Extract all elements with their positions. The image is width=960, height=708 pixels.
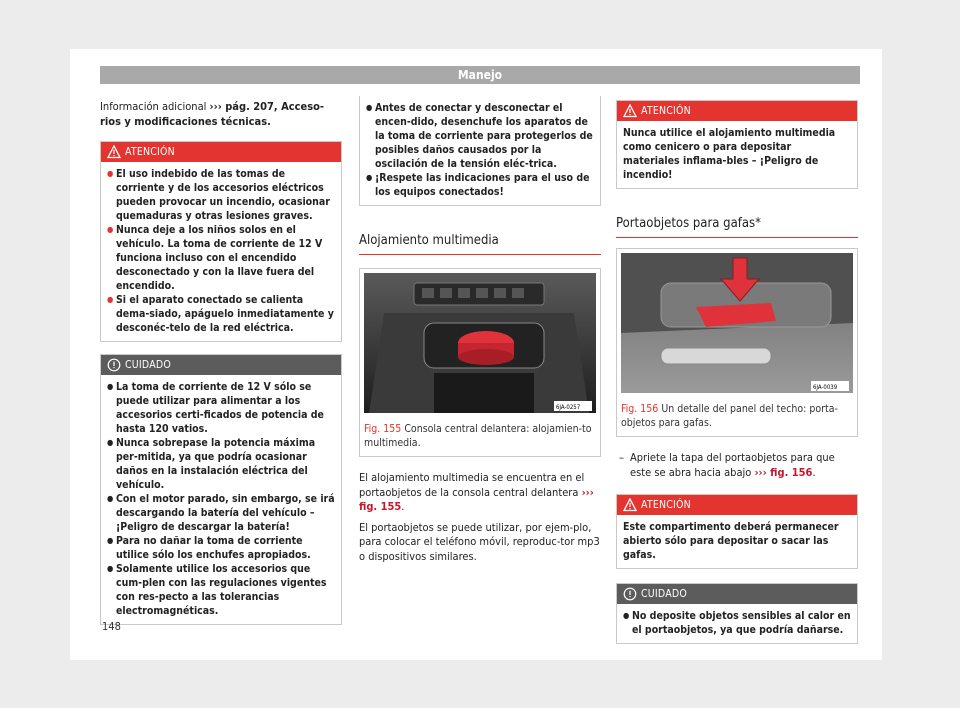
- body-paragraph: El portaobjetos se puede utilizar, por ejem-plo, para colocar el teléfono móvil, reproduc-tor mp3 o dispositivos similares.: [359, 520, 600, 563]
- column-2: [359, 100, 601, 564]
- step-end: .: [812, 465, 816, 479]
- caution-item: ● Con el motor parado, sin embargo, se irá descargando la batería del vehículo – ¡Peligro de descargar la batería!: [107, 492, 335, 534]
- fig-156-link[interactable]: ››› fig. 156: [754, 465, 813, 479]
- caution-item: ● No deposite objetos sensibles al calor en el portaobjetos, ya que podría dañarse.: [623, 609, 851, 637]
- warning-continuation-body: [360, 96, 600, 205]
- caution-header: [101, 355, 341, 375]
- caution-title: CUIDADO: [125, 359, 171, 371]
- page-number: 148: [102, 620, 121, 633]
- caution-item: ● Para no dañar la toma de corriente utilice sólo los enchufes apropiados.: [107, 534, 335, 562]
- figure-caption-text: Un detalle del panel del techo: porta-objetos para gafas.: [621, 403, 838, 429]
- caution-item: ● Solamente utilice los accesorios que cum-plen con las regulaciones vigentes con res-pecto a las tolerancias electromagnéticas.: [107, 562, 335, 618]
- figure-156-code: 6JA-0039: [813, 383, 838, 391]
- page-header: Manejo: [100, 66, 860, 84]
- step-text: Apriete la tapa del portaobjetos para que este se abra hacia abajo: [630, 451, 835, 479]
- caution-title: CUIDADO: [641, 588, 687, 600]
- warning-continuation-box: [359, 96, 601, 206]
- section-title: Portaobjetos para gafas*: [616, 217, 858, 238]
- warning-header: [617, 495, 857, 515]
- figure-number: Fig. 155: [364, 423, 402, 435]
- caution-box: [100, 354, 342, 625]
- warning-item: ● El uso indebido de las tomas de corriente y de los accesorios eléctricos pueden provocar un incendio, ocasionar quemaduras y otras lesiones graves.: [107, 167, 335, 223]
- figure-156-image: [621, 253, 853, 393]
- caution-body: [617, 604, 857, 643]
- warning-title: ATENCIÓN: [125, 146, 175, 158]
- figure-156: [616, 248, 858, 438]
- warning-header: [101, 142, 341, 162]
- warning-item: ● Si el aparato conectado se calienta dema-siado, apáguelo inmediatamente y desconéc-telo de la red eléctrica.: [107, 293, 335, 335]
- intro-label: Información adicional: [100, 100, 207, 113]
- warning-box: [616, 100, 858, 189]
- info-circle-icon: [623, 587, 637, 601]
- caution-box: [616, 583, 858, 644]
- body-paragraph: [359, 471, 601, 515]
- warning-title: ATENCIÓN: [641, 499, 691, 511]
- section-title: Alojamiento multimedia: [359, 234, 601, 255]
- fig-155-link[interactable]: ››› fig. 155: [359, 485, 594, 513]
- intro-ref-link[interactable]: ››› pág. 207, Acceso-rios y modificaciones técnicas.: [100, 100, 325, 128]
- warning-triangle-icon: [623, 498, 637, 512]
- warning-body: Este compartimento deberá permanecer abierto sólo para depositar o sacar las gafas.: [623, 521, 839, 561]
- figure-155: [359, 268, 601, 458]
- caution-header: [617, 584, 857, 604]
- figure-155-image: [364, 273, 596, 413]
- warning-body: Nunca utilice el alojamiento multimedia como cenicero o para depositar materiales inflama-bles – ¡Peligro de incendio!: [623, 127, 836, 181]
- figure-155-code: 6JA-0257: [556, 403, 581, 411]
- warning-triangle-icon: [623, 104, 637, 118]
- figure-number: Fig. 156: [621, 403, 659, 415]
- paragraph-end: .: [401, 500, 405, 513]
- instruction-step: [616, 451, 858, 480]
- column-1: [100, 100, 342, 625]
- paragraph-text: El alojamiento multimedia se encuentra en el portaobjetos de la consola central delantera: [359, 471, 585, 499]
- warning-title: ATENCIÓN: [641, 105, 691, 117]
- warning-box: [616, 494, 858, 569]
- figure-caption-text: Consola central delantera: alojamien-to multimedia.: [364, 423, 592, 449]
- figure-155-caption: [364, 423, 596, 450]
- warning-item: ● Nunca deje a los niños solos en el vehículo. La toma de corriente de 12 V funciona incluso con el encendido desconectado y con la llave fuera del encendido.: [107, 223, 335, 293]
- info-circle-icon: [107, 358, 121, 372]
- warning-body: [101, 162, 341, 341]
- intro-text: [100, 100, 342, 129]
- caution-item: ● La toma de corriente de 12 V sólo se puede utilizar para alimentar a los accesorios certi-ficados de potencia de hasta 120 vatios.: [107, 380, 335, 436]
- figure-156-caption: [621, 403, 853, 430]
- caution-item: ● Nunca sobrepase la potencia máxima per-mitida, ya que podría ocasionar daños en la instalación eléctrica del vehículo.: [107, 436, 335, 492]
- warning-triangle-icon: [107, 145, 121, 159]
- warning-item: ● ¡Respete las indicaciones para el uso de los equipos conectados!: [366, 171, 594, 199]
- warning-header: [617, 101, 857, 121]
- warning-box: [100, 141, 342, 342]
- caution-body: [101, 375, 341, 624]
- column-3: [616, 100, 858, 644]
- warning-item: ● Antes de conectar y desconectar el encen-dido, desenchufe los aparatos de la toma de corriente para protegerlos de posibles daños causados por la oscilación de la tensión eléc-trica.: [366, 101, 594, 171]
